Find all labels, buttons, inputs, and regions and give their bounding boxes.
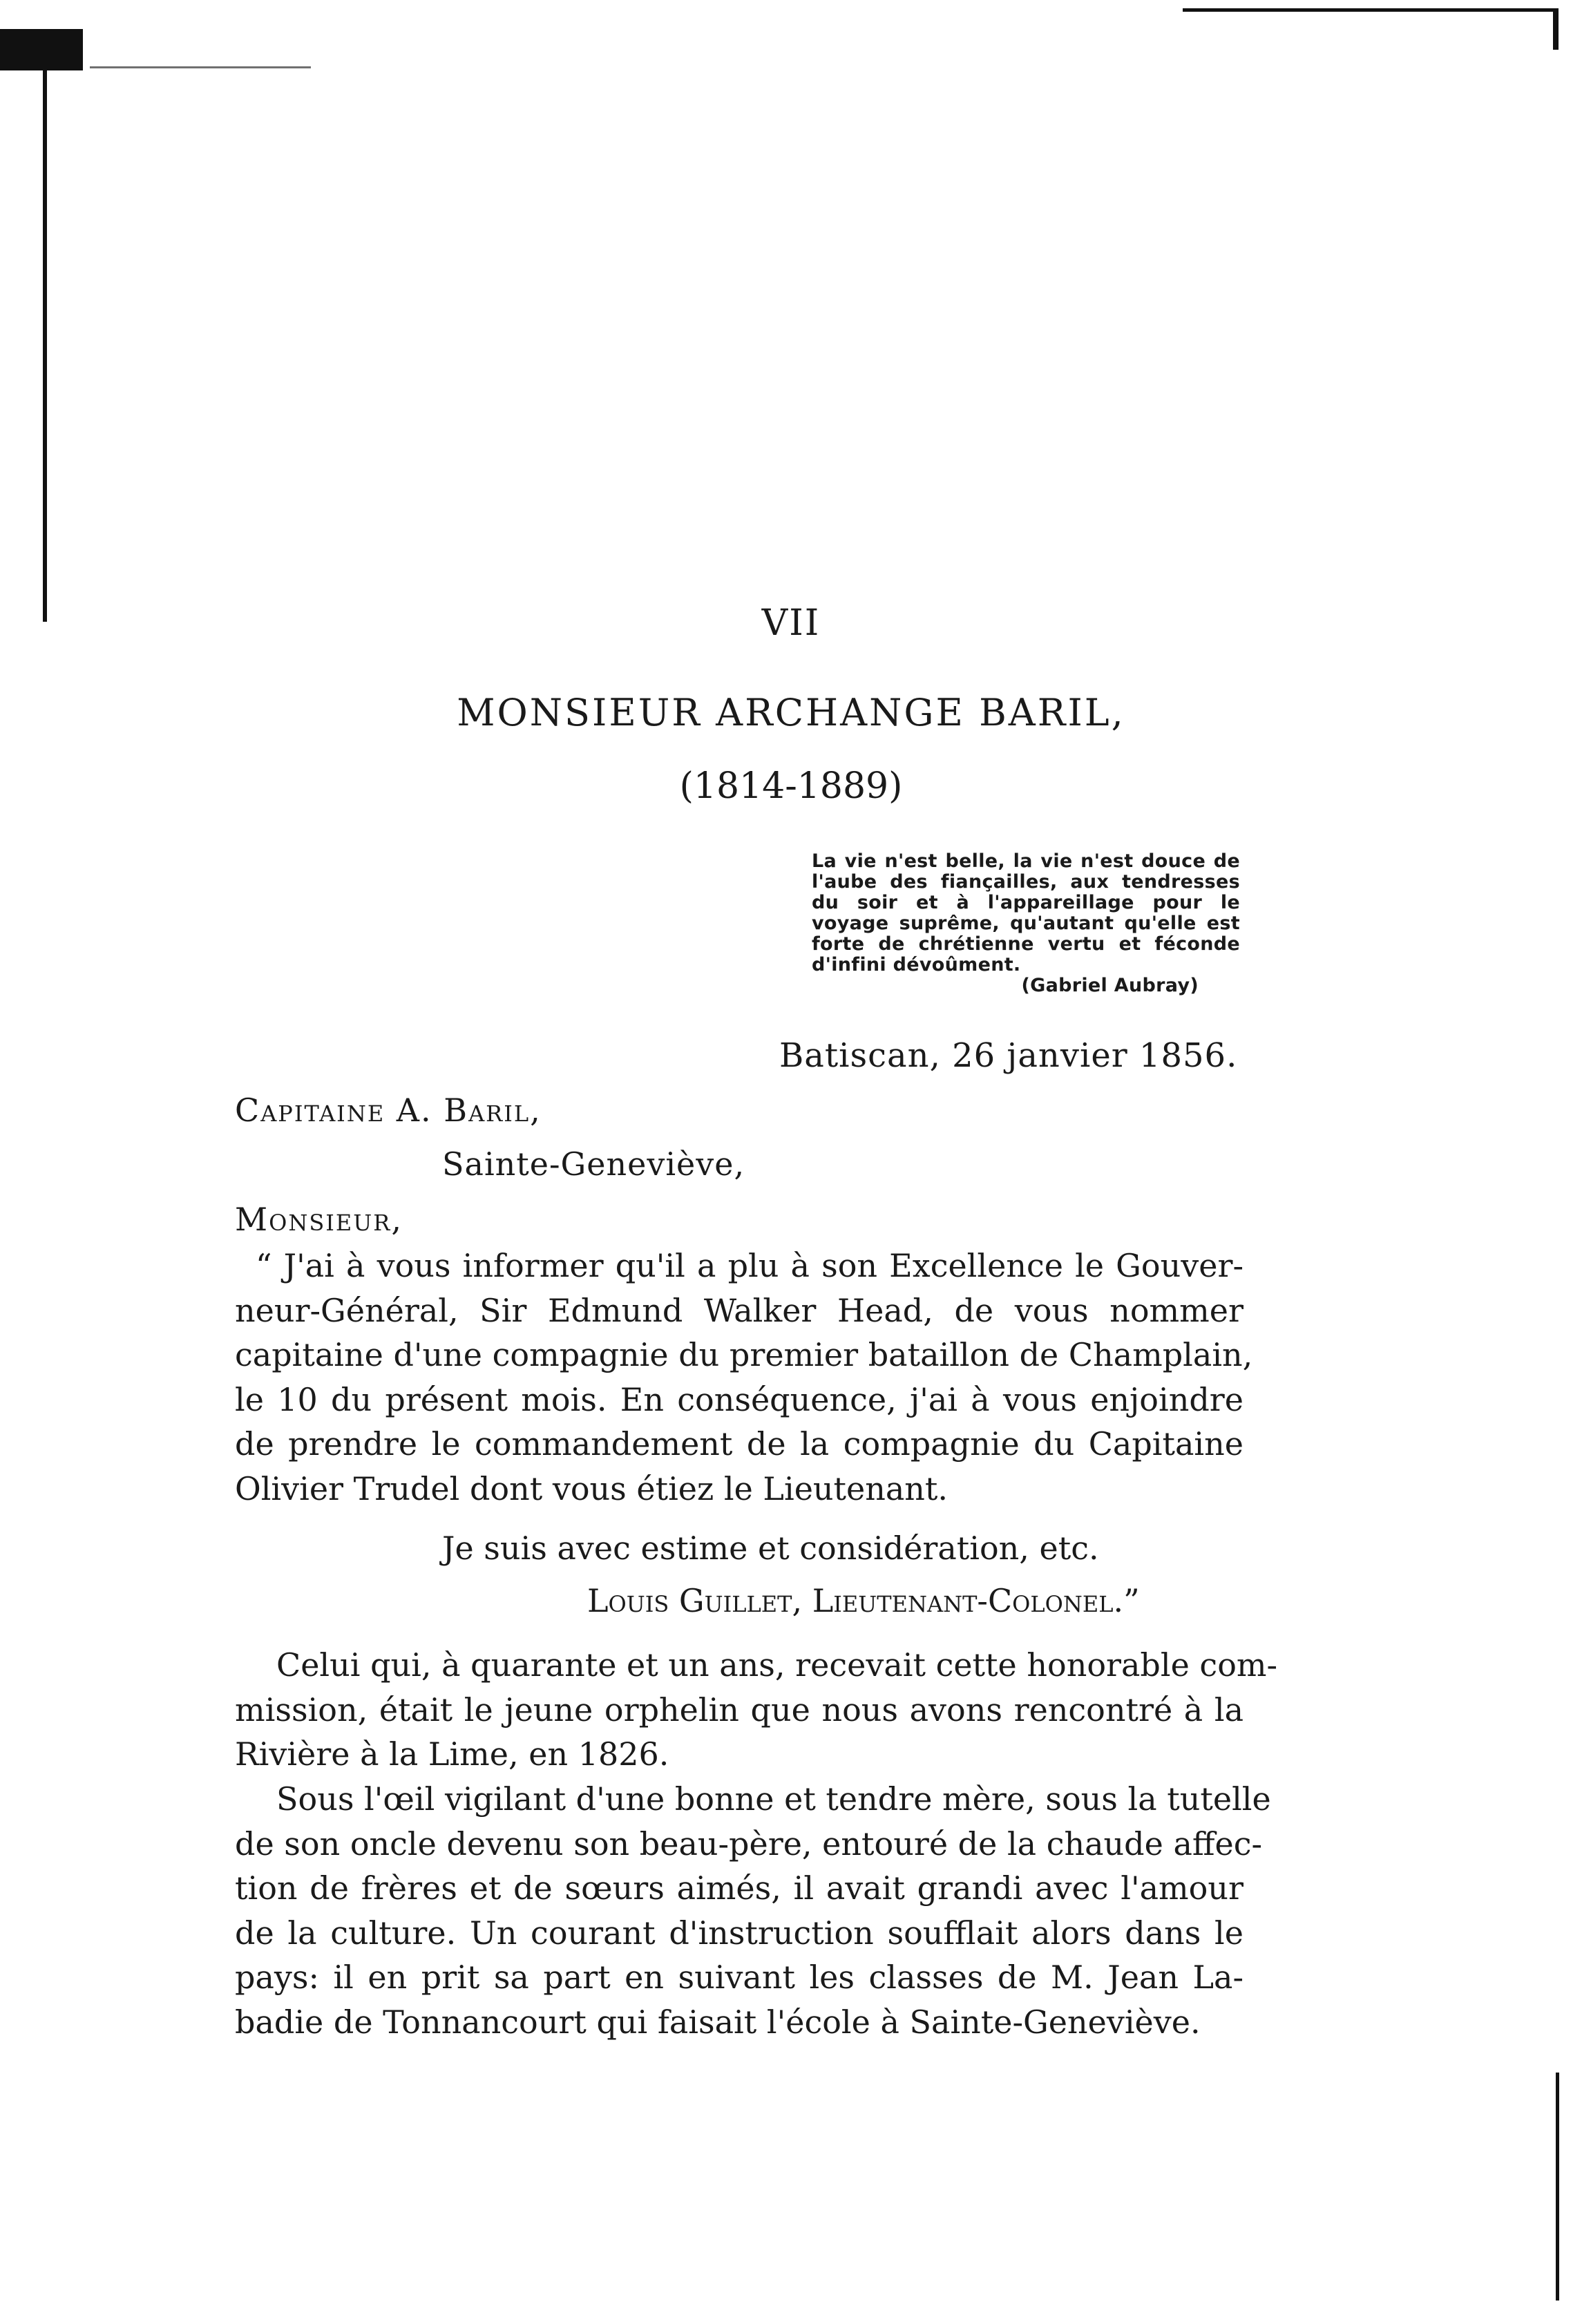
paragraph — [235, 1643, 1278, 1777]
text-line: tion de frères et de sœurs aimés, il avait grandi avec l'amour — [235, 1869, 1243, 1907]
epigraph-text: La vie n'est belle, la vie n'est douce de l'aube des fiançailles, aux tendresses du soir et à l'appareillage pour le voyage suprême, qu'autant qu'elle est forte de chrétienne vertu et féconde d'infini dévoûment. — [812, 850, 1240, 975]
text-line: Celui qui, à quarante et un ans, recevait cette honorable com- — [276, 1646, 1278, 1684]
text-line: de la culture. Un courant d'instruction soufflait alors dans le — [235, 1914, 1243, 1952]
paragraph — [235, 1777, 1271, 2044]
text-line: neur-Général, Sir Edmund Walker Head, de vous nommer — [235, 1291, 1243, 1329]
letter-addressee: Capitaine A. Baril, — [235, 1092, 542, 1129]
scan-right-edge-bottom — [1556, 2073, 1559, 2301]
scan-left-edge — [43, 69, 47, 622]
text-line: Sous l'œil vigilant d'une bonne et tendre mère, sous la tutelle — [276, 1780, 1271, 1818]
text-line: mission, était le jeune orphelin que nous avons rencontré à la — [235, 1690, 1243, 1728]
scan-corner-mark — [0, 29, 83, 70]
letter-place: Sainte-Geneviève, — [442, 1145, 745, 1183]
chapter-number: VII — [761, 602, 821, 644]
text-line: badie de Tonnancourt qui faisait l'école à Sainte-Geneviève. — [235, 2003, 1201, 2041]
text-line: de son oncle devenu son beau-père, entouré de la chaude affec- — [235, 1825, 1263, 1863]
text-line: de prendre le commandement de la compagnie du Capitaine — [235, 1425, 1243, 1463]
text-line: pays: il en prit sa part en suivant les classes de M. Jean La- — [235, 1959, 1243, 1996]
text-line: Olivier Trudel dont vous étiez le Lieutenant. — [235, 1469, 949, 1507]
epigraph-author: (Gabriel Aubray) — [1021, 975, 1199, 996]
epigraph — [812, 851, 1240, 996]
letter-closing: Je suis avec estime et considération, etc. — [442, 1530, 1099, 1567]
text-line: “ J'ai à vous informer qu'il a plu à son Excellence le Gouver- — [256, 1247, 1243, 1284]
chapter-dates: (1814-1889) — [679, 765, 903, 807]
letter-dateline: Batiscan, 26 janvier 1856. — [779, 1036, 1238, 1075]
chapter-title: MONSIEUR ARCHANGE BARIL, — [457, 691, 1125, 734]
letter-signature: Louis Guillet, Lieutenant-Colonel.” — [587, 1582, 1140, 1619]
letter-salutation: Monsieur, — [235, 1201, 403, 1238]
scan-top-right-rule — [1183, 8, 1556, 12]
text-line: capitaine d'une compagnie du premier bataillon de Champlain, — [235, 1336, 1253, 1373]
text-line: le 10 du présent mois. En conséquence, j'ai à vous enjoindre — [235, 1380, 1243, 1418]
scan-right-edge — [1553, 8, 1559, 50]
letter-body — [235, 1244, 1253, 1511]
scan-top-rule — [90, 66, 311, 68]
text-line: Rivière à la Lime, en 1826. — [235, 1735, 669, 1773]
